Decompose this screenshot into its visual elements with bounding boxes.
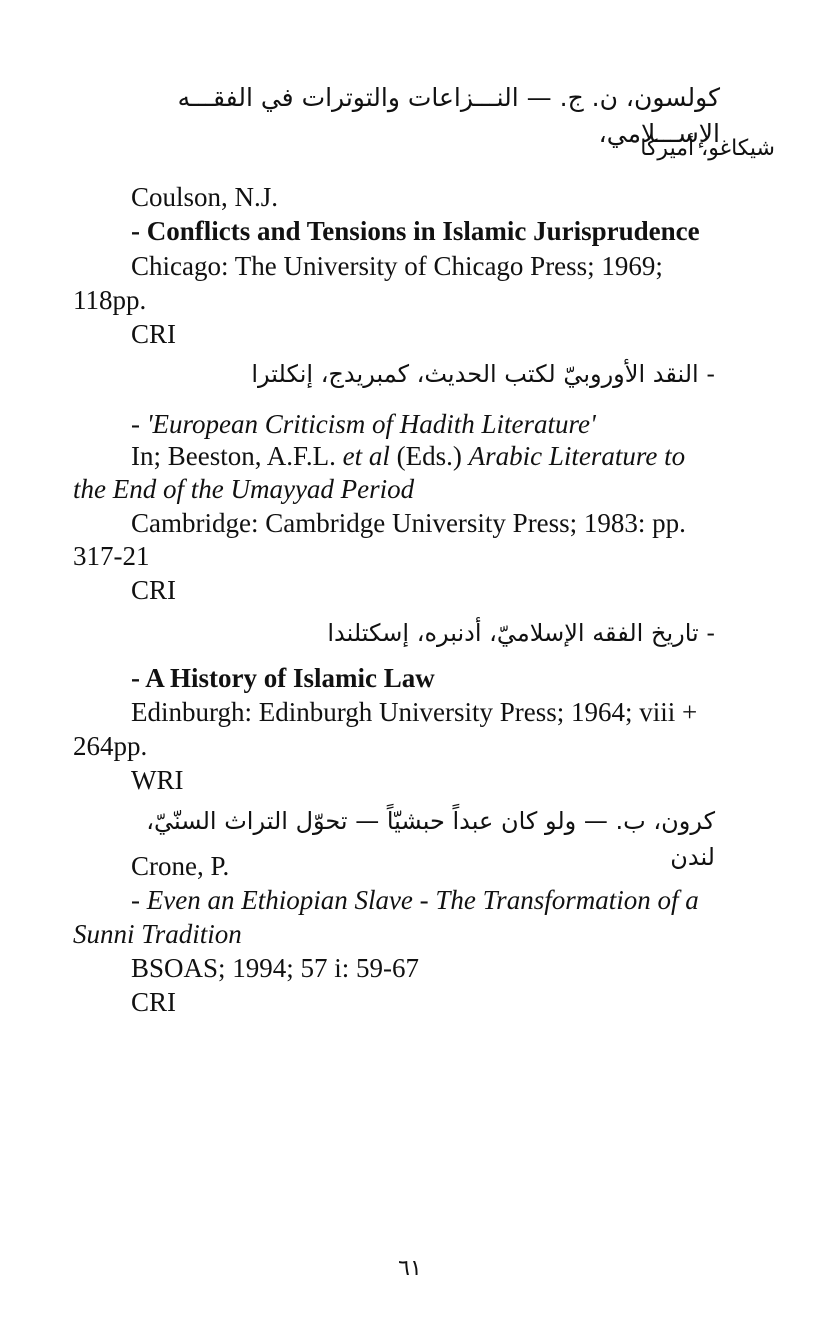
entry4-title-b: Sunni Tradition — [73, 919, 242, 949]
entry2-book-title-a: Arabic Literature to — [468, 441, 686, 471]
entry2-et-al: et al — [342, 441, 390, 471]
entry2-code: CRI — [131, 575, 177, 605]
entry1-title: - Conflicts and Tensions in Islamic Jurisprudence — [131, 216, 700, 246]
entry1-author: Coulson, N.J. — [131, 182, 279, 212]
entry2-title: - 'European Criticism of Hadith Literature' — [131, 409, 596, 439]
entry3-title: - A History of Islamic Law — [131, 663, 435, 693]
entry3-publisher: Edinburgh: Edinburgh University Press; 1964; viii + — [131, 697, 698, 727]
entry2-in-prefix: In; Beeston, A.F.L. — [131, 441, 343, 471]
page-number: ٦١ — [398, 1256, 422, 1281]
entry4-code: CRI — [131, 987, 177, 1017]
entry2-in-line — [131, 439, 775, 473]
entry1-code: CRI — [131, 319, 177, 349]
entry2-pages: 317-21 — [73, 541, 150, 571]
entry1-pages: 118pp. — [73, 285, 147, 315]
entry4-arabic-title: كرون، ب. — ولو كان عبداً حبشيّاً — تحوّل التراث السنّيّ، لندن — [146, 807, 715, 871]
entry2-eds: (Eds.) — [389, 441, 469, 471]
entry3-arabic-title: - تاريخ الفقه الإسلاميّ، أدنبره، إسكتلندا — [327, 619, 715, 647]
entry2-book-title-b: the End of the Umayyad Period — [73, 474, 415, 504]
entry1-arabic-title: كولسون، ن. ج. — النـــزاعات والتوترات في الفقـــه الإســـلامي، — [177, 83, 720, 148]
entry3-pages: 264pp. — [73, 731, 148, 761]
entry1-publisher: Chicago: The University of Chicago Press; 1969; — [131, 251, 663, 281]
entry4-author: Crone, P. — [131, 851, 230, 881]
entry2-arabic-title: - النقد الأوروبيّ لكتب الحديث، كمبريدج، إنكلترا — [251, 360, 715, 388]
entry2-publisher: Cambridge: Cambridge University Press; 1983: pp. — [131, 508, 686, 538]
entry4-title-a: - Even an Ethiopian Slave - The Transformation of a — [131, 885, 699, 915]
entry4-publisher: BSOAS; 1994; 57 i: 59-67 — [131, 953, 420, 983]
entry1-arabic-place: شيكاغو، أميركا — [640, 136, 775, 161]
entry3-code: WRI — [131, 765, 184, 795]
